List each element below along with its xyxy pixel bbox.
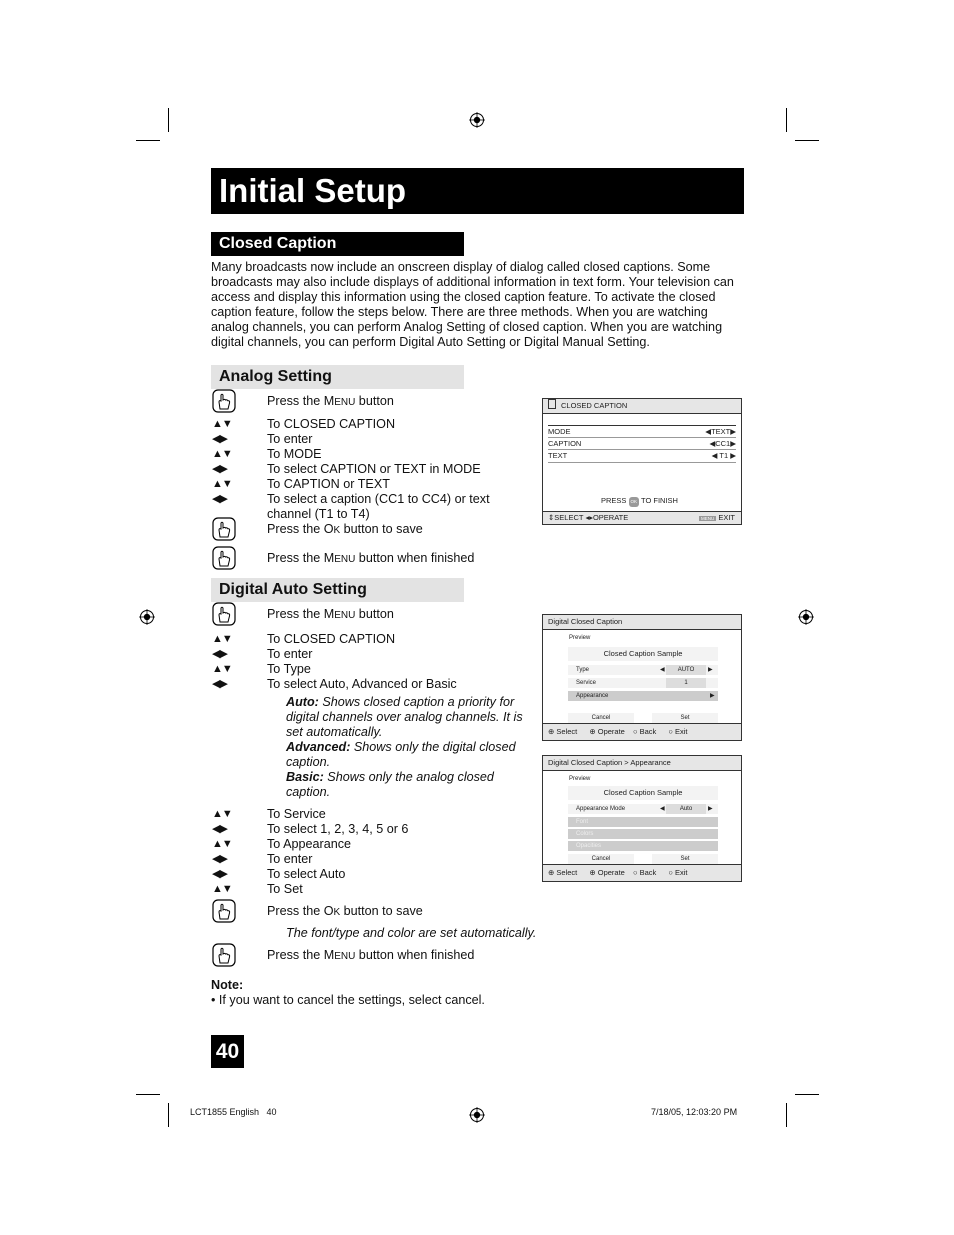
cancel-button[interactable]: Cancel bbox=[568, 854, 634, 864]
hand-remote-button-icon bbox=[212, 546, 236, 570]
up-down-arrows-icon: ▲▼ bbox=[212, 808, 232, 820]
text-row[interactable]: TEXT ◀ T1 ▶ bbox=[548, 449, 736, 463]
registration-mark-icon bbox=[469, 112, 485, 128]
up-down-arrows-icon: ▲▼ bbox=[212, 448, 232, 460]
hand-remote-button-icon bbox=[212, 389, 236, 413]
left-right-arrows-icon: ◀▶ bbox=[212, 868, 227, 880]
up-down-arrows-icon: ▲▼ bbox=[212, 663, 232, 675]
preview-label: Preview bbox=[569, 635, 591, 641]
left-right-arrows-icon: ◀▶ bbox=[212, 433, 227, 445]
crop-mark bbox=[786, 1103, 787, 1127]
registration-mark-icon bbox=[798, 609, 814, 625]
type-row[interactable]: Type ◀ AUTO ▶ bbox=[568, 665, 718, 675]
digital-closed-caption-screen bbox=[542, 614, 742, 741]
analog-setting-heading: Analog Setting bbox=[211, 365, 464, 389]
appearance-mode-row[interactable]: Appearance Mode ◀ Auto ▶ bbox=[568, 804, 718, 814]
appearance-row[interactable]: Appearance ▶ bbox=[568, 691, 718, 701]
opacities-row: Opacities bbox=[568, 841, 718, 851]
left-right-arrows-icon: ◀▶ bbox=[212, 463, 227, 475]
note-text: • If you want to cancel the settings, select cancel. bbox=[211, 993, 485, 1007]
type-option-notes: Auto: Shows closed caption a priority for digital channels over analog channels. It is set automatically. Advanced: Shows only the digital closed caption. Basic: Shows only the analog closed caption. bbox=[286, 695, 531, 800]
up-down-arrows-icon: ▲▼ bbox=[212, 633, 232, 645]
up-down-arrows-icon: ▲▼ bbox=[212, 418, 232, 430]
cancel-button[interactable]: Cancel bbox=[568, 713, 634, 723]
crop-mark bbox=[136, 1094, 160, 1095]
left-right-arrows-icon: ◀▶ bbox=[212, 823, 227, 835]
set-button[interactable]: Set bbox=[652, 713, 718, 723]
auto-note: Auto: Shows closed caption a priority for bbox=[286, 695, 515, 709]
screen-header: Digital Closed Caption bbox=[543, 615, 741, 630]
up-down-arrows-icon: ▲▼ bbox=[212, 883, 232, 895]
advanced-note: Advanced: Shows only the digital closed bbox=[286, 740, 516, 754]
basic-note: Basic: Shows only the analog closed bbox=[286, 770, 494, 784]
footer-right: 7/18/05, 12:03:20 PM bbox=[651, 1107, 738, 1117]
caption-row[interactable]: CAPTION ◀CC1▶ bbox=[548, 439, 736, 448]
section-heading: Closed Caption bbox=[211, 232, 464, 256]
crop-mark bbox=[168, 108, 169, 132]
press-ok-hint: PRESS OK TO FINISH bbox=[601, 496, 678, 505]
analog-closed-caption-screen bbox=[542, 398, 742, 525]
left-right-arrows-icon: ◀▶ bbox=[212, 493, 227, 505]
digital-auto-setting-heading: Digital Auto Setting bbox=[211, 578, 464, 602]
hand-remote-button-icon bbox=[212, 943, 236, 967]
up-down-arrows-icon: ▲▼ bbox=[212, 838, 232, 850]
screen-footer: ⊕ Select ⊕ Operate ○ Back ○ Exit bbox=[543, 723, 741, 740]
set-button[interactable]: Set bbox=[652, 854, 718, 864]
caption-sample: Closed Caption Sample bbox=[568, 786, 718, 800]
screen-footer: ⊕ Select ⊕ Operate ○ Back ○ Exit bbox=[543, 864, 741, 881]
note-label: Note: bbox=[211, 978, 244, 992]
page-number: 40 bbox=[211, 1035, 244, 1068]
screen-header: Digital Closed Caption > Appearance bbox=[543, 756, 741, 771]
screen-header: CLOSED CAPTION bbox=[543, 399, 741, 414]
auto-set-note: The font/type and color are set automatically. bbox=[286, 926, 537, 940]
mode-row[interactable]: MODE ◀TEXT▶ bbox=[548, 427, 736, 436]
font-row: Font bbox=[568, 817, 718, 827]
crop-mark bbox=[795, 140, 819, 141]
crop-mark bbox=[786, 108, 787, 132]
page-title: Initial Setup bbox=[211, 168, 744, 214]
left-right-arrows-icon: ◀▶ bbox=[212, 648, 227, 660]
left-right-arrows-icon: ◀▶ bbox=[212, 853, 227, 865]
caption-sample: Closed Caption Sample bbox=[568, 647, 718, 661]
screen-footer: ⇕SELECT ◂▸OPERATE MENU EXIT bbox=[543, 511, 741, 524]
hand-remote-button-icon bbox=[212, 899, 236, 923]
registration-mark-icon bbox=[139, 609, 155, 625]
crop-mark bbox=[136, 140, 160, 141]
appearance-screen bbox=[542, 755, 742, 882]
up-down-arrows-icon: ▲▼ bbox=[212, 478, 232, 490]
colors-row: Colors bbox=[568, 829, 718, 839]
hand-remote-button-icon bbox=[212, 602, 236, 626]
service-row[interactable]: Service 1 bbox=[568, 678, 718, 688]
left-right-arrows-icon: ◀▶ bbox=[212, 678, 227, 690]
hand-remote-button-icon bbox=[212, 517, 236, 541]
crop-mark bbox=[795, 1094, 819, 1095]
crop-mark bbox=[168, 1103, 169, 1127]
intro-paragraph: Many broadcasts now include an onscreen display of dialog called closed captions. Some broadcasts may also include displays of additional information in text form. Your television can access and display this information using the closed caption feature. To activate the closed caption feature, follow the steps below. There are three methods. When you are watching analog channels, you can perform Analog Setting of closed caption. When you are watching digital channels, you can perform Digital Auto Setting or Digital Manual Setting. bbox=[211, 260, 734, 349]
footer-left: LCT1855 English 40 bbox=[190, 1107, 277, 1117]
preview-label: Preview bbox=[569, 776, 591, 782]
registration-mark-icon bbox=[469, 1107, 485, 1123]
